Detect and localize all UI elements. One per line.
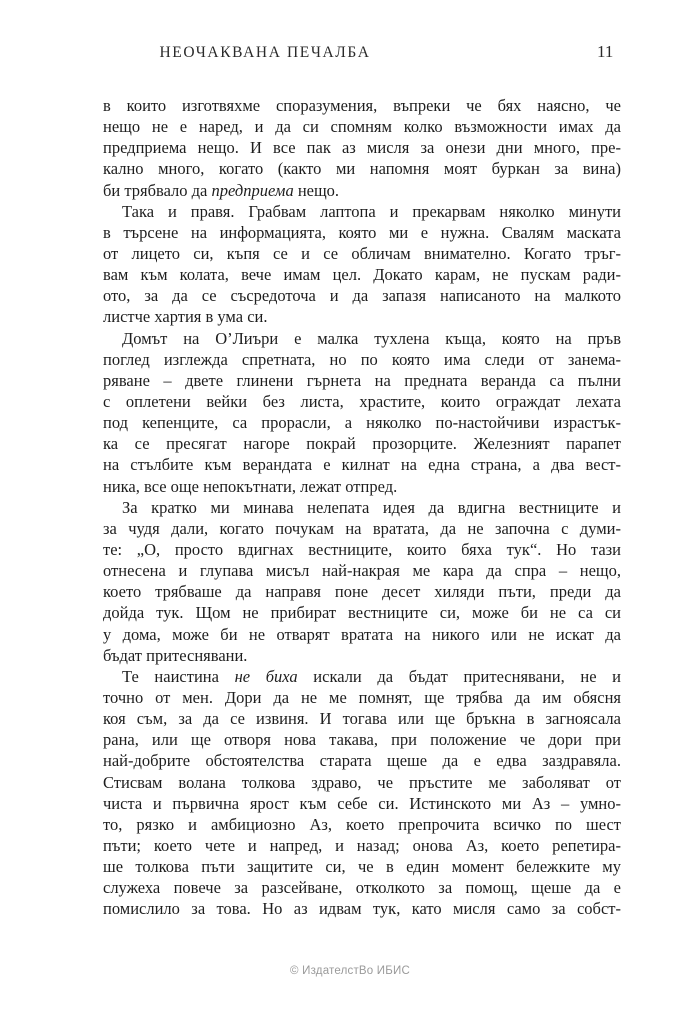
text-line: пъти; което чете и напред, и назад; онова Аз, което репетира- [103,835,621,855]
text-run: нещо. [293,180,340,200]
text-line: което трябваше да направя поне десет хиляди пъти, преди да [103,582,621,602]
text-run: Те наистина [122,666,235,686]
text-line: дойда тук. Щом не прибират вестниците си, може би не са си [103,603,621,623]
text-line: бъдат притеснявани. [103,645,248,665]
paragraph-4 [103,497,621,666]
text-line: с оплетени вейки без листа, храстите, които ограждат лехата [103,391,621,411]
text-line: те: „О, просто вдигнах вестниците, които бяха тук“. Но тази [103,539,621,559]
running-title: НЕОЧАКВАНА ПЕЧАЛБА [159,44,371,61]
text-line: то, рязко и амбициозно Аз, което препрочита всичко по шест [103,814,621,834]
text-line: в които изготвяхме споразумения, въпреки че бях наясно, че [103,96,621,115]
text-line: поглед изглежда спретната, но по която има следи от занема- [103,349,621,369]
text-run: искали да бъдат притеснявани, не и [297,666,622,686]
text-line: ника, все още непокътнати, лежат отпред. [103,476,398,496]
text-line: чиста и първична ярост към себе си. Истинското ми Аз – умно- [103,793,621,813]
text-line: кално много, когато (както ми напомня моят буркан за вина) [103,159,621,179]
text-line: в търсене на информацията, която ми е нужна. Свалям маската [103,222,621,242]
text-line: Стисвам волана толкова здраво, че пръстите ме заболяват от [103,772,621,792]
text-line: помислило за това. Но аз идвам тук, като мисля само за собст- [103,899,621,919]
text-line: отнесена и глупава мисъл най-накрая ме кара да спра – нещо, [103,561,621,581]
paragraph-2 [103,201,621,328]
text-line: ше толкова пъти защитите си, че в един момент бележките му [103,857,621,877]
text-line: рана, или ще отворя нова такава, при положение че дори при [103,730,621,750]
text-line: у дома, може би не отварят вратата на никого или не искат да [103,624,621,644]
copyright-footer: © ИздателстВо ИБИС [290,965,410,977]
text-line: предприема нещо. И все пак аз мисля за онези дни много, пре- [103,138,621,158]
text-line: листче хартия в ума си. [103,307,268,327]
text-line: Домът на О’Лиъри е малка тухлена къща, която на пръв [122,328,621,348]
text-line: на стълбите към верандата е килнат на една страна, а два вест- [103,455,621,475]
paragraph-1 [103,95,621,201]
text-run: би трябвало да [103,180,212,200]
text-line: служеха повече за разсейване, отколкото за помощ, щеше да е [103,878,621,898]
text-line: нещо не е наред, и да си спомням колко възможности имах да [103,117,621,137]
text-line: ото, за да се съсредоточа и да запазя написаното на малкото [103,286,621,306]
text-line: ка се пресягат нагоре покрай прозорците. Железният парапет [103,434,621,454]
emphasis-text: предприема [211,180,294,200]
page-number: 11 [597,42,614,61]
text-line: ряване – двете глинени гърнета на предната веранда са пълни [103,370,621,390]
text-line: вам към колата, вече имам цел. Докато карам, не пускам ради- [103,265,621,285]
text-line: за чудя дали, когато почукам на вратата, да не започна с думи- [103,518,621,538]
emphasis-text: не биха [234,666,298,686]
text-line: Така и правя. Грабвам лаптопа и прекарвам няколко минути [122,201,621,221]
text-line: За кратко ми минава нелепата идея да вдигна вестниците и [122,497,621,517]
page-body [103,95,621,919]
text-line [103,666,621,687]
text-line: от лицето си, къпя се и се обличам внимателно. Когато тръг- [103,243,621,263]
text-line: точно от мен. Дори да не ме помнят, ще трябва да им обясня [103,687,621,707]
paragraph-5 [103,666,621,920]
text-line: най-добрите обстоятелства старата щеше да е едва заздравяла. [103,751,621,771]
paragraph-3 [103,328,621,497]
text-line [103,180,621,201]
text-line: под кепенците, са прорасли, а няколко по-настойчиви израстък- [103,413,621,433]
text-line: коя съм, за да се извиня. И тогава или ще бръкна в загноясала [103,709,621,729]
